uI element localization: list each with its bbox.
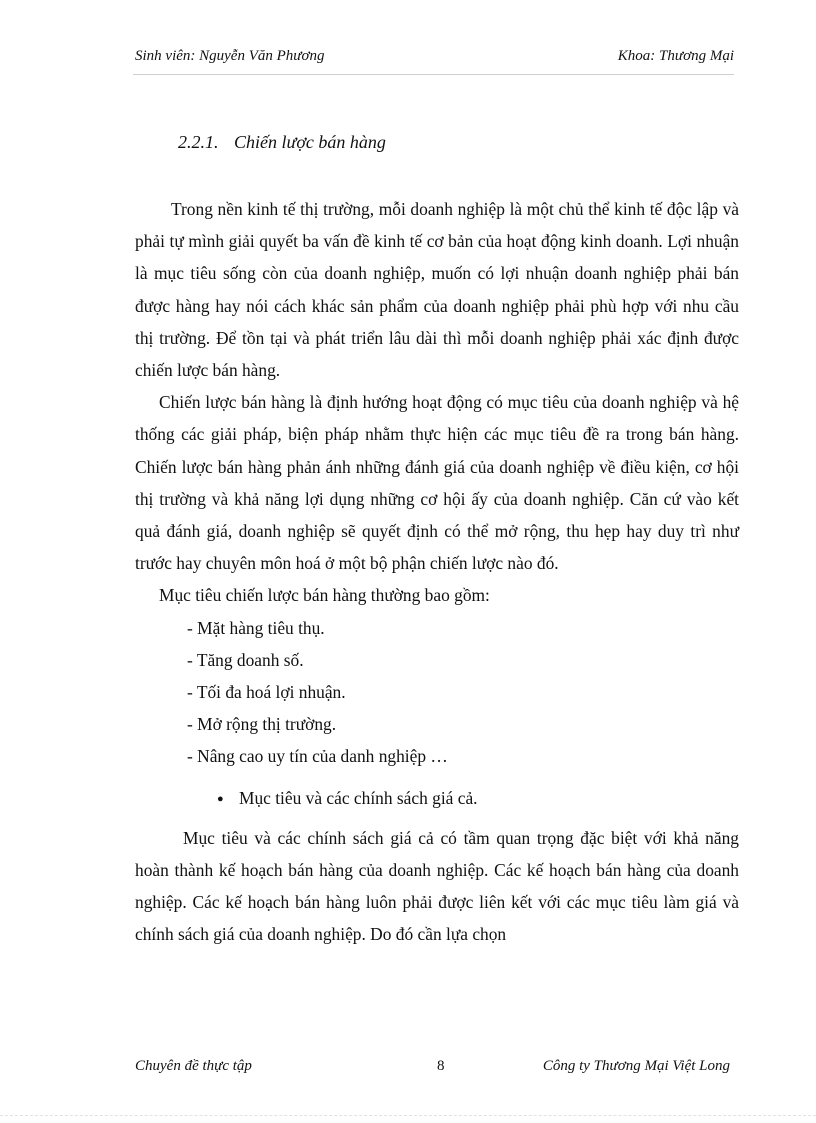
- header-student: Sinh viên: Nguyễn Văn Phương: [135, 48, 325, 64]
- paragraph-2: Chiến lược bán hàng là định hướng hoạt động có mục tiêu của doanh nghiệp và hệ thống các giải pháp, biện pháp nhằm thực hiện các mục tiêu đề ra trong bán hàng. Chiến lược bán hàng phản ánh những đánh giá của doanh nghiệp về điều kiện, cơ hội thị trường và khả năng lợi dụng những cơ hội ấy của doanh nghiệp. Căn cứ vào kết quả đánh giá, doanh nghiệp sẽ quyết định có thể mở rộng, thu hẹp hay duy trì như trước hay chuyên môn hoá ở một bộ phận chiến lược nào đó.: [135, 392, 739, 574]
- document-body: [135, 193, 739, 951]
- section-title: Chiến lược bán hàng: [234, 132, 386, 152]
- section-heading: [178, 132, 386, 153]
- page-number: 8: [437, 1058, 445, 1074]
- list-item: - Mặt hàng tiêu thụ.: [187, 617, 325, 638]
- list-item: - Tối đa hoá lợi nhuận.: [187, 682, 346, 703]
- objectives-list: [135, 612, 739, 773]
- list-intro: Mục tiêu chiến lược bán hàng thường bao gồm:: [159, 585, 490, 606]
- list-item: - Nâng cao uy tín của danh nghiệp …: [187, 746, 448, 767]
- header-faculty: Khoa: Thương Mại: [617, 48, 734, 64]
- list-item: - Mở rộng thị trường.: [187, 714, 337, 735]
- bullet-dot-icon: ●: [217, 792, 224, 805]
- paragraph-1: Trong nền kinh tế thị trường, mỗi doanh nghiệp là một chủ thể kinh tế độc lập và phải tự mình giải quyết ba vấn đề kinh tế cơ bản của hoạt động kinh doanh. Lợi nhuận là mục tiêu sống còn của doanh nghiệp, muốn có lợi nhuận doanh nghiệp phải bán được hàng hay nói cách khác sản phẩm của doanh nghiệp phải phù hợp với nhu cầu thị trường. Để tồn tại và phát triển lâu dài thì mỗi doanh nghiệp phải xác định được chiến lược bán hàng.: [135, 199, 739, 381]
- footer-right: Công ty Thương Mại Việt Long: [542, 1058, 730, 1074]
- list-item: - Tăng doanh số.: [187, 649, 304, 670]
- page-header: [135, 48, 734, 70]
- bullet-text: Mục tiêu và các chính sách giá cả.: [239, 787, 478, 808]
- section-number: 2.2.1.: [178, 132, 219, 152]
- bullet-item: [135, 782, 739, 815]
- paragraph-3: Mục tiêu và các chính sách giá cả có tầm quan trọng đặc biệt với khả năng hoàn thành kế hoạch bán hàng của doanh nghiệp. Các kế hoạch bán hàng của doanh nghiệp. Các kế hoạch bán hàng luôn phải được liên kết với các mục tiêu làm giá và chính sách giá của doanh nghiệp. Do đó cần lựa chọn: [135, 827, 739, 945]
- footer-left: Chuyên đề thực tập: [135, 1058, 252, 1074]
- header-divider: [133, 74, 734, 75]
- page-bottom-edge: [0, 1115, 816, 1116]
